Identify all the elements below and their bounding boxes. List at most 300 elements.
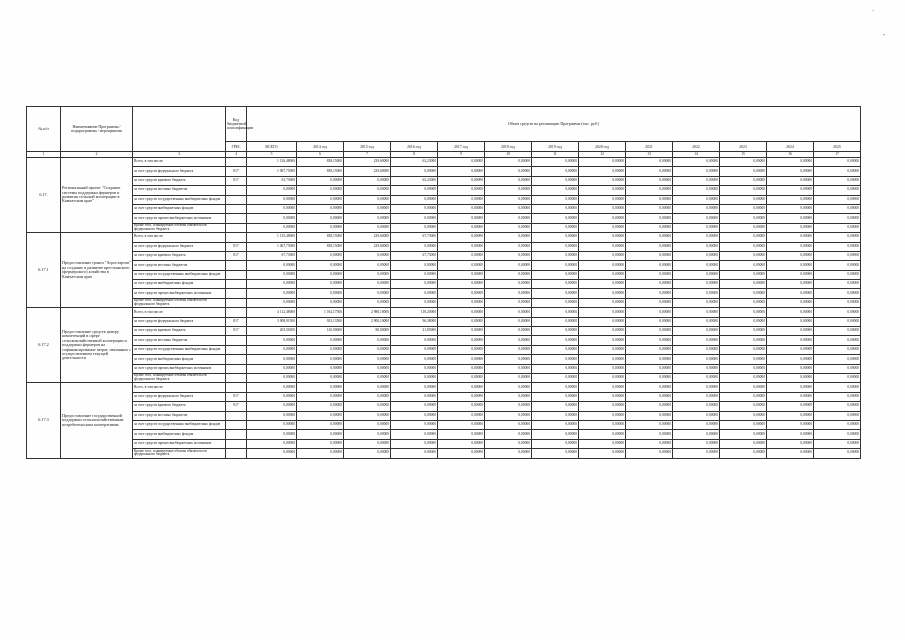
year-value: 0,00000	[438, 317, 485, 326]
year-value: 0,00000	[485, 261, 532, 270]
year-value: 0,00000	[532, 158, 579, 167]
grbs-code	[226, 233, 247, 242]
year-value: 0,00000	[579, 186, 626, 195]
grbs-code	[226, 336, 247, 345]
year-value: 0,00000	[579, 308, 626, 317]
year-value: 0,00000	[438, 439, 485, 448]
year-value: 0,00000	[767, 449, 814, 458]
year-value: 0,00000	[579, 392, 626, 401]
year-value: 0,00000	[438, 308, 485, 317]
year-value: 0,00000	[626, 289, 673, 298]
year-value: 0,00000	[720, 280, 767, 289]
year-value: 0,00000	[579, 214, 626, 223]
total-value: 0,00000	[247, 280, 297, 289]
year-value: 0,00000	[532, 345, 579, 354]
year-value: 0,00000	[579, 317, 626, 326]
grbs-code	[226, 204, 247, 213]
header-col-index: 9	[438, 152, 485, 158]
year-value: 0,00000	[720, 195, 767, 204]
year-value: 0,00000	[485, 280, 532, 289]
funding-source: Кроме того, планируемые объемы обязательств федерального бюджета	[133, 373, 226, 382]
year-value: 0,00000	[673, 223, 720, 232]
year-value: 0,00000	[626, 195, 673, 204]
year-value: 0,00000	[344, 270, 391, 279]
funding-source: Всего, в том числе:	[133, 233, 226, 242]
year-value: 0,00000	[626, 383, 673, 392]
table-row	[27, 449, 861, 458]
header-col-index: 17	[814, 152, 861, 158]
header-col-index: 6	[297, 152, 344, 158]
year-value: 0,00000	[344, 439, 391, 448]
year-value: 0,00000	[814, 327, 861, 336]
year-value: 0,00000	[814, 176, 861, 185]
year-value: 2 900,10000	[344, 317, 391, 326]
year-value: 0,00000	[391, 289, 438, 298]
year-value: 0,00000	[579, 289, 626, 298]
header-col-index: 7	[344, 152, 391, 158]
year-value: 0,00000	[673, 242, 720, 251]
total-value: 0,00000	[247, 402, 297, 411]
grbs-code	[226, 214, 247, 223]
total-value: 0,00000	[247, 214, 297, 223]
year-value: 0,00000	[485, 355, 532, 364]
total-value: 0,00000	[247, 345, 297, 354]
header-budget-code: Код бюджетной классификации	[226, 107, 247, 142]
header-col-index: 13	[626, 152, 673, 158]
year-value: 0,00000	[438, 373, 485, 382]
year-value: 0,00000	[626, 364, 673, 373]
grbs-code	[226, 449, 247, 458]
year-value: 0,00000	[532, 204, 579, 213]
funding-source: за счет средств краевого бюджета	[133, 402, 226, 411]
header-year: 2019 год	[532, 142, 579, 152]
funding-source: за счет средств краевого бюджета	[133, 176, 226, 185]
grbs-code	[226, 280, 247, 289]
year-value: 0,00000	[532, 420, 579, 429]
year-value: 0,00000	[485, 186, 532, 195]
year-value: 0,00000	[626, 449, 673, 458]
header-year: 2022	[673, 142, 720, 152]
year-value: 0,00000	[767, 251, 814, 260]
year-value: 0,00000	[579, 251, 626, 260]
year-value: 0,00000	[626, 355, 673, 364]
total-value: 1 067,75000	[247, 242, 297, 251]
table-row	[27, 270, 861, 279]
year-value: 0,00000	[485, 439, 532, 448]
year-value: 0,00000	[720, 430, 767, 439]
year-value: 0,00000	[579, 364, 626, 373]
funding-source: за счет средств прочих внебюджетных источников	[133, 214, 226, 223]
year-value: 0,00000	[814, 430, 861, 439]
year-value: 0,00000	[391, 383, 438, 392]
total-value: 0,00000	[247, 186, 297, 195]
year-value: 0,00000	[626, 261, 673, 270]
year-value: 0,00000	[673, 402, 720, 411]
year-value: 0,00000	[532, 439, 579, 448]
year-value: 0,00000	[814, 261, 861, 270]
year-value: 0,00000	[626, 345, 673, 354]
header-col-index: 16	[767, 152, 814, 158]
year-value: 67,73000	[391, 233, 438, 242]
year-value: 0,00000	[532, 242, 579, 251]
corner-mark: -	[872, 8, 874, 14]
year-value: 0,00000	[438, 327, 485, 336]
funding-source: за счет средств государственных внебюджетных фондов	[133, 345, 226, 354]
year-value: 0,00000	[720, 251, 767, 260]
grbs-code	[226, 355, 247, 364]
year-value: 0,00000	[532, 289, 579, 298]
year-value: 0,00000	[720, 204, 767, 213]
year-value: 63,23000	[391, 158, 438, 167]
table-row	[27, 402, 861, 411]
year-value: 0,00000	[297, 186, 344, 195]
year-value: 0,00000	[344, 251, 391, 260]
year-value: 0,00000	[626, 186, 673, 195]
year-value: 0,00000	[297, 336, 344, 345]
year-value: 0,00000	[673, 411, 720, 420]
funding-source: за счет средств местных бюджетов	[133, 411, 226, 420]
year-value: 0,00000	[767, 364, 814, 373]
year-value: 0,00000	[391, 195, 438, 204]
header-year: 2015 год	[344, 142, 391, 152]
year-value: 0,00000	[814, 195, 861, 204]
year-value: 838,15000	[297, 167, 344, 176]
year-value: 0,00000	[767, 176, 814, 185]
year-value: 0,00000	[626, 251, 673, 260]
total-value: 0,00000	[247, 430, 297, 439]
year-value: 0,00000	[297, 204, 344, 213]
year-value: 0,00000	[532, 308, 579, 317]
year-value: 0,00000	[673, 233, 720, 242]
year-value: 0,00000	[814, 158, 861, 167]
year-value: 0,00000	[532, 261, 579, 270]
year-value: 1 014,17500	[297, 308, 344, 317]
header-col-index: 10	[485, 152, 532, 158]
year-value: 0,00000	[720, 176, 767, 185]
year-value: 0,00000	[814, 402, 861, 411]
year-value: 0,00000	[814, 204, 861, 213]
year-value: 0,00000	[814, 298, 861, 307]
year-value: 0,00000	[626, 214, 673, 223]
year-value: 0,00000	[344, 298, 391, 307]
table-row	[27, 317, 861, 326]
table-body	[27, 158, 861, 459]
table-row	[27, 411, 861, 420]
year-value: 0,00000	[579, 345, 626, 354]
year-value: 0,00000	[297, 411, 344, 420]
year-value: 0,00000	[391, 280, 438, 289]
year-value: 0,00000	[814, 336, 861, 345]
year-value: 0,00000	[438, 261, 485, 270]
year-value: 0,00000	[391, 411, 438, 420]
year-value: 0,00000	[532, 251, 579, 260]
year-value: 0,00000	[767, 270, 814, 279]
year-value: 0,00000	[344, 420, 391, 429]
year-value: 0,00000	[814, 233, 861, 242]
year-value: 0,00000	[391, 167, 438, 176]
year-value: 0,00000	[814, 308, 861, 317]
funding-source: за счет средств прочих внебюджетных источников	[133, 289, 226, 298]
year-value: 0,00000	[626, 158, 673, 167]
funding-source: за счет средств краевого бюджета	[133, 251, 226, 260]
year-value: 0,00000	[720, 402, 767, 411]
year-value: 0,00000	[532, 373, 579, 382]
year-value: 0,00000	[438, 158, 485, 167]
year-value: 0,00000	[720, 289, 767, 298]
year-value: 0,00000	[532, 449, 579, 458]
year-value: 0,00000	[438, 204, 485, 213]
year-value: 0,00000	[344, 355, 391, 364]
funding-source: за счет средств внебюджетных фондов	[133, 280, 226, 289]
year-value: 0,00000	[344, 402, 391, 411]
funding-source: Всего, в том числе:	[133, 158, 226, 167]
year-value: 0,00000	[626, 439, 673, 448]
table-row	[27, 204, 861, 213]
header-year: 2023	[720, 142, 767, 152]
year-value: 0,00000	[532, 336, 579, 345]
grbs-code	[226, 430, 247, 439]
year-value: 0,00000	[485, 223, 532, 232]
funding-source: за счет средств внебюджетных фондов	[133, 355, 226, 364]
year-value: 0,00000	[720, 420, 767, 429]
year-value: 0,00000	[767, 336, 814, 345]
year-value: 0,00000	[814, 383, 861, 392]
year-value: 0,00000	[438, 336, 485, 345]
funding-source: за счет средств местных бюджетов	[133, 336, 226, 345]
funding-source: Кроме того, планируемые объемы обязательств федерального бюджета	[133, 298, 226, 307]
year-value: 0,00000	[297, 355, 344, 364]
year-value: 0,00000	[579, 298, 626, 307]
year-value: 0,00000	[673, 373, 720, 382]
year-value: 0,00000	[673, 195, 720, 204]
year-value: 0,00000	[485, 167, 532, 176]
year-value: 0,00000	[626, 298, 673, 307]
year-value: 0,00000	[532, 383, 579, 392]
year-value: 0,00000	[532, 402, 579, 411]
year-value: 0,00000	[344, 261, 391, 270]
table-row	[27, 327, 861, 336]
year-value: 0,00000	[297, 383, 344, 392]
table-row	[27, 261, 861, 270]
year-value: 0,00000	[391, 420, 438, 429]
year-value: 0,00000	[673, 392, 720, 401]
year-value: 0,00000	[579, 373, 626, 382]
year-value: 0,00000	[485, 242, 532, 251]
year-value: 0,00000	[532, 364, 579, 373]
year-value: 0,00000	[391, 392, 438, 401]
grbs-code: 817	[226, 242, 247, 251]
year-value: 0,00000	[579, 158, 626, 167]
year-value: 0,00000	[532, 214, 579, 223]
year-value: 229,60000	[344, 233, 391, 242]
year-value: 0,00000	[720, 186, 767, 195]
year-value: 0,00000	[673, 298, 720, 307]
year-value: 0,00000	[720, 158, 767, 167]
item-number: 6.17.	[27, 158, 61, 233]
year-value: 0,00000	[626, 373, 673, 382]
grbs-code	[226, 261, 247, 270]
year-value: 0,00000	[485, 251, 532, 260]
total-value: 0,00000	[247, 298, 297, 307]
year-value: 0,00000	[814, 345, 861, 354]
year-value: 0,00000	[391, 223, 438, 232]
corner-mark: "	[883, 34, 886, 40]
total-value: 203,56500	[247, 327, 297, 336]
year-value: 0,00000	[579, 439, 626, 448]
year-value: 0,00000	[767, 439, 814, 448]
total-value: 1 126,48000	[247, 158, 297, 167]
year-value: 0,00000	[814, 186, 861, 195]
year-value: 0,00000	[344, 176, 391, 185]
header-year: 2020 год	[579, 142, 626, 152]
total-value: 1 135,48000	[247, 233, 297, 242]
year-value: 0,00000	[485, 176, 532, 185]
year-value: 0,00000	[579, 270, 626, 279]
year-value: 0,00000	[814, 411, 861, 420]
grbs-code	[226, 364, 247, 373]
grbs-code	[226, 195, 247, 204]
item-title: Региональный проект "Создание системы поддержки фермеров и развития сельской кооперации в Камчатском крае"	[61, 158, 133, 233]
year-value: 2 980,10000	[344, 308, 391, 317]
year-value: 0,00000	[767, 289, 814, 298]
year-value: 229,60000	[344, 242, 391, 251]
year-value: 0,00000	[814, 223, 861, 232]
table-row	[27, 214, 861, 223]
year-value: 0,00000	[391, 186, 438, 195]
year-value: 0,00000	[297, 439, 344, 448]
table-row	[27, 383, 861, 392]
year-value: 0,00000	[532, 430, 579, 439]
funding-source: за счет средств федерального бюджета	[133, 392, 226, 401]
total-value: 4 112,48000	[247, 308, 297, 317]
year-value: 21,83000	[391, 327, 438, 336]
year-value: 63,23000	[391, 176, 438, 185]
header-col-index: 3	[133, 152, 226, 158]
total-value: 0,00000	[247, 204, 297, 213]
funding-source: за счет средств государственных внебюджетных фондов	[133, 195, 226, 204]
year-value: 120,00000	[297, 327, 344, 336]
year-value: 0,00000	[438, 402, 485, 411]
table-row	[27, 392, 861, 401]
year-value: 0,00000	[767, 195, 814, 204]
year-value: 0,00000	[673, 449, 720, 458]
year-value: 0,00000	[673, 439, 720, 448]
grbs-code	[226, 223, 247, 232]
year-value: 0,00000	[673, 336, 720, 345]
table-row	[27, 158, 861, 167]
table-row	[27, 308, 861, 317]
grbs-code: 817	[226, 327, 247, 336]
year-value: 0,00000	[720, 411, 767, 420]
year-value: 0,00000	[767, 158, 814, 167]
header-col-index: 4	[226, 152, 247, 158]
header-total: ВСЕГО	[247, 142, 297, 152]
table-row	[27, 176, 861, 185]
total-value: 0,00000	[247, 383, 297, 392]
year-value: 0,00000	[438, 355, 485, 364]
year-value: 0,00000	[297, 420, 344, 429]
header-year: 2024	[767, 142, 814, 152]
year-value: 0,00000	[532, 327, 579, 336]
table-row	[27, 364, 861, 373]
grbs-code: 817	[226, 317, 247, 326]
year-value: 0,00000	[579, 167, 626, 176]
year-value: 0,00000	[579, 176, 626, 185]
year-value: 0,00000	[485, 364, 532, 373]
year-value: 0,00000	[720, 345, 767, 354]
year-value: 0,00000	[767, 317, 814, 326]
year-value: 0,00000	[297, 214, 344, 223]
header-volume: Объем средств на реализацию Программы (тыс. руб.)	[247, 107, 861, 142]
year-value: 0,00000	[720, 327, 767, 336]
total-value: 0,00000	[247, 270, 297, 279]
year-value: 0,00000	[579, 355, 626, 364]
year-value: 0,00000	[720, 167, 767, 176]
grbs-code	[226, 439, 247, 448]
year-value: 0,00000	[814, 214, 861, 223]
year-value: 0,00000	[673, 186, 720, 195]
year-value: 0,00000	[720, 242, 767, 251]
year-value: 0,00000	[438, 270, 485, 279]
total-value: 67,73000	[247, 251, 297, 260]
year-value: 0,00000	[391, 336, 438, 345]
header-name: Наименование Программы / подпрограммы / мероприятия	[61, 107, 133, 152]
year-value: 0,00000	[485, 298, 532, 307]
year-value: 0,00000	[626, 167, 673, 176]
year-value: 0,00000	[344, 186, 391, 195]
year-value: 0,00000	[344, 204, 391, 213]
table-row	[27, 336, 861, 345]
year-value: 0,00000	[297, 402, 344, 411]
year-value: 0,00000	[297, 251, 344, 260]
year-value: 0,00000	[438, 195, 485, 204]
year-value: 0,00000	[767, 355, 814, 364]
year-value: 0,00000	[438, 364, 485, 373]
table-row	[27, 289, 861, 298]
year-value: 0,00000	[532, 392, 579, 401]
year-value: 0,00000	[438, 280, 485, 289]
year-value: 0,00000	[626, 280, 673, 289]
year-value: 0,00000	[391, 364, 438, 373]
table-row	[27, 242, 861, 251]
grbs-code	[226, 158, 247, 167]
year-value: 0,00000	[673, 383, 720, 392]
year-value: 0,00000	[720, 373, 767, 382]
header-col-index: 1	[27, 152, 61, 158]
year-value: 0,00000	[767, 204, 814, 213]
year-value: 0,00000	[438, 392, 485, 401]
year-value: 0,00000	[579, 242, 626, 251]
year-value: 0,00000	[391, 204, 438, 213]
year-value: 0,00000	[344, 280, 391, 289]
item-title: Предоставление средств центру компетенций в сфере сельскохозяйственной кооперации и поддержки фермеров на софинансирование затрат, связанных с осуществлением текущей деятельности	[61, 308, 133, 383]
year-value: 0,00000	[626, 308, 673, 317]
header-year: 2025	[814, 142, 861, 152]
year-value: 0,00000	[344, 223, 391, 232]
year-value: 0,00000	[297, 373, 344, 382]
funding-source: Всего, в том числе:	[133, 383, 226, 392]
year-value: 0,00000	[485, 449, 532, 458]
funding-source: за счет средств внебюджетных фондов	[133, 204, 226, 213]
year-value: 0,00000	[720, 364, 767, 373]
year-value: 0,00000	[579, 449, 626, 458]
year-value: 0,00000	[720, 270, 767, 279]
year-value: 0,00000	[297, 345, 344, 354]
year-value: 0,00000	[532, 411, 579, 420]
year-value: 0,00000	[344, 373, 391, 382]
grbs-code: 817	[226, 176, 247, 185]
total-value: 3 908,91500	[247, 317, 297, 326]
